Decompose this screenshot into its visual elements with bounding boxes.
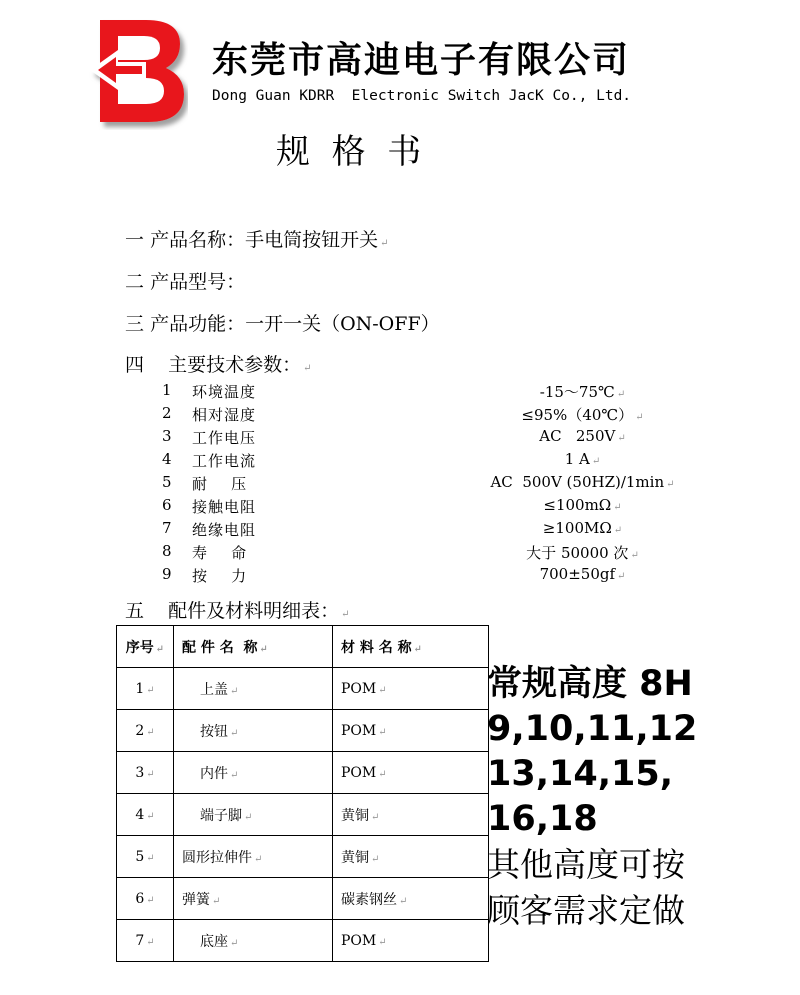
param-number: 2 <box>162 404 172 422</box>
section-product-model: 二 产品型号： <box>125 271 246 293</box>
note-line: 其他高度可按 <box>487 845 685 884</box>
table-cell-part: 弹簧 ↵ <box>174 878 333 920</box>
table-cell-index: 6 ↵ <box>117 878 174 920</box>
table-cell-part: 上盖 ↵ <box>174 668 333 710</box>
param-number: 1 <box>162 381 172 399</box>
param-value: 大于 50000 次 ↵ <box>526 544 639 562</box>
param-value: ≤100mΩ ↵ <box>543 496 622 514</box>
table-cell-material: POM ↵ <box>333 920 489 962</box>
section-parts-materials: 五 配件及材料明细表： ↵ <box>125 600 350 622</box>
param-name: 寿 命 <box>192 544 248 562</box>
param-number: 8 <box>162 542 172 560</box>
param-number: 6 <box>162 496 172 514</box>
table-cell-index: 5 ↵ <box>117 836 174 878</box>
param-value: 1 A ↵ <box>564 450 601 468</box>
company-name-en: Dong Guan KDRR Electronic Switch JacK Co., Ltd. <box>212 88 632 104</box>
note-line: 顾客需求定做 <box>487 891 685 930</box>
table-row <box>117 878 489 920</box>
param-name: 环境温度 <box>192 383 257 401</box>
param-value: ≤95%（40℃） ↵ <box>521 406 644 424</box>
param-name: 相对湿度 <box>192 406 257 424</box>
param-name: 耐 压 <box>192 475 248 493</box>
table-cell-index: 4 ↵ <box>117 794 174 836</box>
param-number: 5 <box>162 473 172 491</box>
note-line: 9,10,11,12 <box>487 709 698 749</box>
param-value: -15～75℃ ↵ <box>539 383 626 401</box>
table-cell-material: POM ↵ <box>333 752 489 794</box>
section-product-function: 三 产品功能：一开一关（ON-OFF） <box>125 313 440 335</box>
table-cell-material: 黄铜 ↵ <box>333 794 489 836</box>
table-cell-index: 7 ↵ <box>117 920 174 962</box>
param-name: 绝缘电阻 <box>192 521 257 539</box>
section-product-name: 一 产品名称：手电筒按钮开关 ↵ <box>125 229 389 251</box>
kdrr-arrow-logo-icon <box>88 12 188 130</box>
table-cell-part: 底座 ↵ <box>174 920 333 962</box>
param-value: AC 500V (50HZ)/1min ↵ <box>490 473 675 491</box>
column-header-material: 材 料 名 称 ↵ <box>333 626 489 668</box>
note-line: 16,18 <box>487 799 598 839</box>
param-name: 工作电流 <box>192 452 257 470</box>
param-value: 700±50gf ↵ <box>539 565 626 583</box>
table-row <box>117 794 489 836</box>
table-cell-index: 2 ↵ <box>117 710 174 752</box>
table-row <box>117 920 489 962</box>
table-row <box>117 710 489 752</box>
section-main-params: 四 主要技术参数： ↵ <box>125 354 312 376</box>
table-cell-part: 端子脚 ↵ <box>174 794 333 836</box>
note-line: 13,14,15, <box>487 754 674 794</box>
param-number: 3 <box>162 427 172 445</box>
param-name: 按 力 <box>192 567 248 585</box>
param-number: 4 <box>162 450 172 468</box>
table-cell-material: POM ↵ <box>333 710 489 752</box>
parts-materials-table <box>116 625 489 962</box>
param-value: ≥100MΩ ↵ <box>542 519 623 537</box>
note-line: 常规高度 8H <box>487 664 693 704</box>
table-header-row <box>117 626 489 668</box>
company-name-cn: 东莞市高迪电子有限公司 <box>212 40 631 81</box>
table-cell-material: POM ↵ <box>333 668 489 710</box>
column-header-part-name: 配 件 名 称 ↵ <box>174 626 333 668</box>
column-header-index: 序号 ↵ <box>117 626 174 668</box>
param-name: 工作电压 <box>192 429 257 447</box>
document-title: 规 格 书 <box>276 132 422 172</box>
height-options-note <box>487 662 697 934</box>
param-number: 9 <box>162 565 172 583</box>
table-cell-part: 按钮 ↵ <box>174 710 333 752</box>
table-row <box>117 752 489 794</box>
table-cell-part: 内件 ↵ <box>174 752 333 794</box>
table-cell-material: 黄铜 ↵ <box>333 836 489 878</box>
table-cell-part: 圆形拉伸件 ↵ <box>174 836 333 878</box>
table-row <box>117 836 489 878</box>
param-number: 7 <box>162 519 172 537</box>
table-row <box>117 668 489 710</box>
table-cell-index: 1 ↵ <box>117 668 174 710</box>
param-value: AC 250V ↵ <box>539 427 626 445</box>
table-cell-material: 碳素钢丝 ↵ <box>333 878 489 920</box>
table-cell-index: 3 ↵ <box>117 752 174 794</box>
param-name: 接触电阻 <box>192 498 257 516</box>
